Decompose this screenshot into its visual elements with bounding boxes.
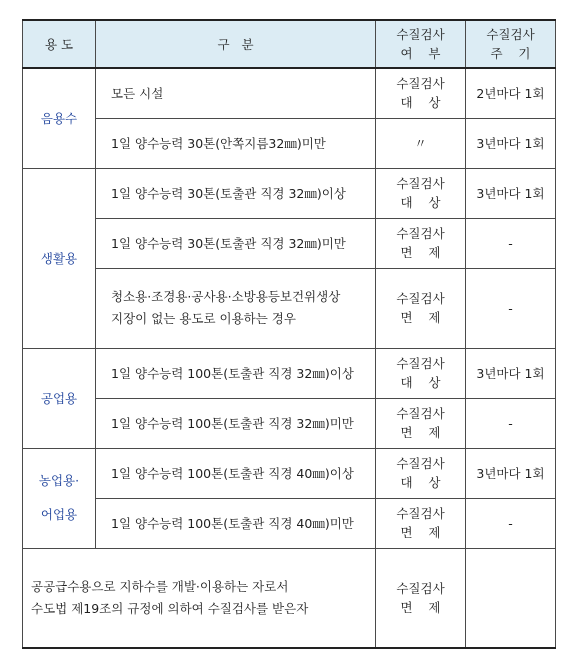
inspection-status-cell <box>376 218 466 268</box>
category-cell <box>23 348 96 448</box>
table-row <box>23 268 556 348</box>
classification-line: 1일 양수능력 30톤(안쪽지름32㎜)미만 <box>111 135 326 151</box>
classification-cell <box>96 398 376 448</box>
footer-inspection-status-line: 면 제 <box>400 599 441 615</box>
classification-cell <box>96 498 376 548</box>
inspection-status-line: 대 상 <box>400 95 441 111</box>
header-inspection-status-line2: 여 부 <box>400 46 441 61</box>
classification-line: 지장이 없는 용도로 이용하는 경우 <box>111 311 296 326</box>
category-label: 음용수 <box>40 110 78 126</box>
footer-inspection-cycle-cell <box>466 548 556 648</box>
inspection-status-line: 면 제 <box>400 525 441 540</box>
inspection-cycle-cell: 3년마다 1회 <box>466 168 556 218</box>
classification-cell <box>96 68 376 118</box>
inspection-status-line: 대 상 <box>400 375 441 390</box>
category-cell <box>23 168 96 348</box>
classification-line: 1일 양수능력 30톤(토출관 직경 32㎜)미만 <box>111 235 346 251</box>
inspection-status-line: 수질검사 <box>396 291 445 306</box>
inspection-status-cell <box>376 348 466 398</box>
inspection-cycle-cell: - <box>466 218 556 268</box>
header-usage: 용 도 <box>23 20 96 68</box>
inspection-status-cell <box>376 118 466 168</box>
table-row <box>23 348 556 398</box>
inspection-status-line: 수질검사 <box>396 176 445 191</box>
table-row <box>23 498 556 548</box>
classification-line: 1일 양수능력 100톤(토출관 직경 32㎜)이상 <box>111 365 354 381</box>
category-label: 공업용 <box>40 390 78 406</box>
category-label: 농업용· <box>38 473 80 488</box>
inspection-status-cell <box>376 68 466 118</box>
table-row <box>23 168 556 218</box>
table-row <box>23 218 556 268</box>
inspection-cycle-cell: 3년마다 1회 <box>466 448 556 498</box>
classification-cell <box>96 118 376 168</box>
category-label: 어업용 <box>40 507 78 522</box>
header-classification: 구 분 <box>96 20 376 68</box>
inspection-cycle-cell: - <box>466 498 556 548</box>
inspection-status-line: 대 상 <box>400 195 441 210</box>
category-cell <box>23 68 96 168</box>
footer-inspection-status-cell <box>376 548 466 648</box>
inspection-status-line: 면 제 <box>400 245 441 260</box>
classification-cell <box>96 348 376 398</box>
inspection-status-line: 수질검사 <box>396 506 445 521</box>
inspection-cycle-cell: - <box>466 268 556 348</box>
inspection-status-cell <box>376 168 466 218</box>
classification-cell <box>96 168 376 218</box>
inspection-cycle-cell: - <box>466 398 556 448</box>
classification-line: 1일 양수능력 100톤(토출관 직경 32㎜)미만 <box>111 415 354 431</box>
inspection-status-cell <box>376 398 466 448</box>
inspection-status-line: 수질검사 <box>396 356 445 371</box>
classification-cell <box>96 448 376 498</box>
table-row <box>23 118 556 168</box>
table-row <box>23 68 556 118</box>
inspection-status-line: 면 제 <box>400 310 441 325</box>
header-row <box>23 20 556 68</box>
header-inspection-cycle-line1: 수질검사 <box>486 27 535 42</box>
classification-cell <box>96 218 376 268</box>
footer-inspection-status-line: 수질검사 <box>396 580 445 596</box>
inspection-cycle-cell: 3년마다 1회 <box>466 118 556 168</box>
header-inspection-status-line1: 수질검사 <box>396 27 445 42</box>
inspection-status-line: 수질검사 <box>396 76 445 92</box>
header-inspection-status <box>376 20 466 68</box>
category-cell <box>23 448 96 548</box>
inspection-status-cell <box>376 498 466 548</box>
classification-line: 1일 양수능력 100톤(토출관 직경 40㎜)미만 <box>111 515 354 531</box>
inspection-status-line: 수질검사 <box>396 456 445 471</box>
classification-line: 청소용·조경용·공사용·소방용등보건위생상 <box>111 289 341 304</box>
table-row <box>23 448 556 498</box>
water-quality-table <box>22 19 556 649</box>
header-inspection-cycle-line2: 주 기 <box>490 46 531 61</box>
classification-line: 1일 양수능력 30톤(토출관 직경 32㎜)이상 <box>111 185 346 201</box>
inspection-status-line: 수질검사 <box>396 226 445 241</box>
category-label: 생활용 <box>40 250 78 266</box>
header-inspection-cycle <box>466 20 556 68</box>
inspection-cycle-cell: 2년마다 1회 <box>466 68 556 118</box>
footer-description-cell <box>23 548 376 648</box>
footer-description-line: 수도법 제19조의 규정에 의하여 수질검사를 받은자 <box>31 600 309 616</box>
classification-cell <box>96 268 376 348</box>
classification-line: 1일 양수능력 100톤(토출관 직경 40㎜)이상 <box>111 465 354 481</box>
inspection-status-line: 〃 <box>414 135 427 151</box>
inspection-status-cell <box>376 268 466 348</box>
footer-row <box>23 548 556 648</box>
footer-description-line: 공공급수용으로 지하수를 개발·이용하는 자로서 <box>31 578 289 594</box>
inspection-status-line: 수질검사 <box>396 406 445 421</box>
inspection-status-line: 면 제 <box>400 425 441 440</box>
classification-line: 모든 시설 <box>111 85 164 101</box>
inspection-status-line: 대 상 <box>400 475 441 490</box>
inspection-cycle-cell: 3년마다 1회 <box>466 348 556 398</box>
inspection-status-cell <box>376 448 466 498</box>
table-row <box>23 398 556 448</box>
